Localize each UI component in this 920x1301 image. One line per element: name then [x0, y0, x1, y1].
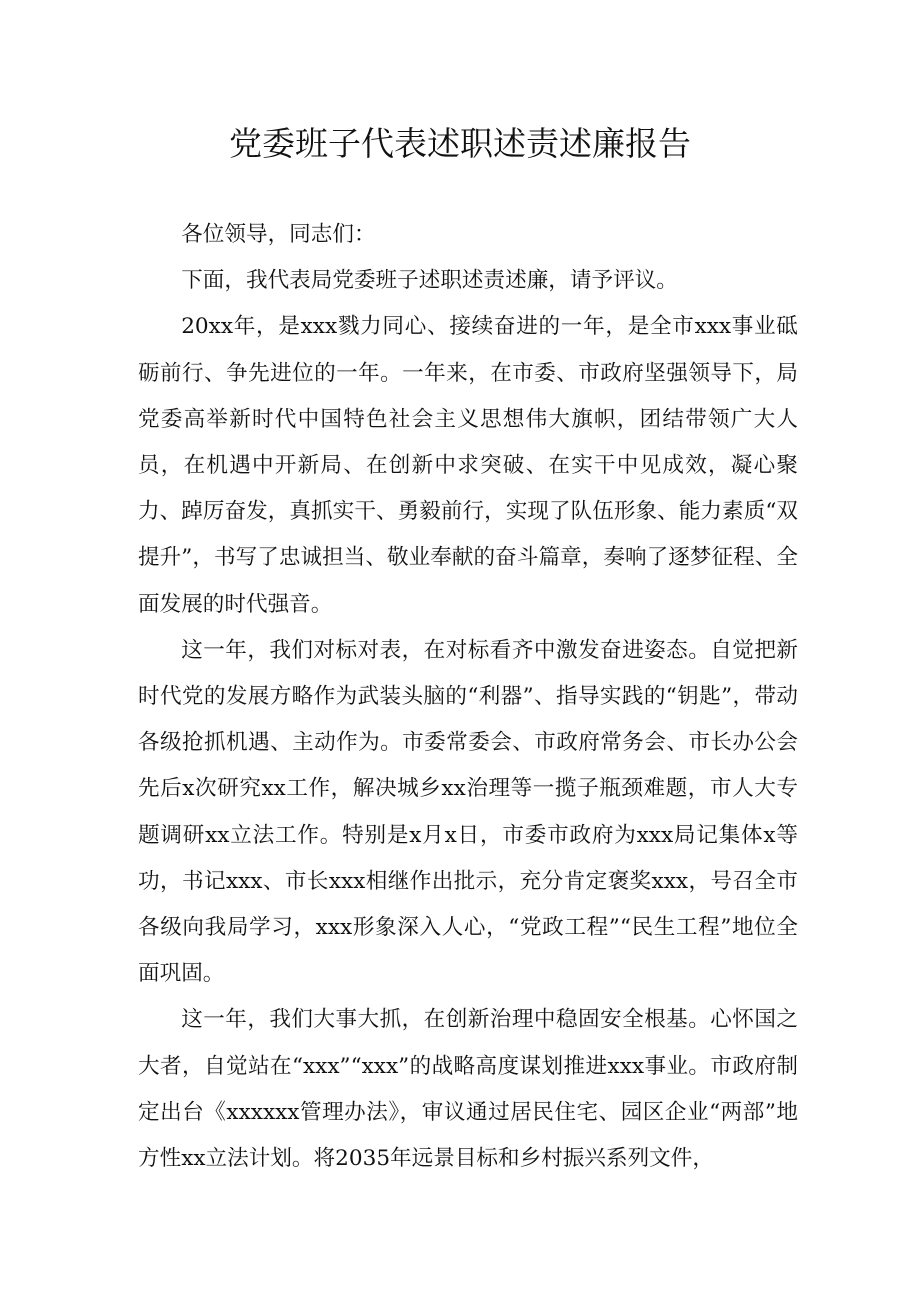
document-title: 党委班子代表述职述责述廉报告 — [229, 124, 691, 163]
document-body — [138, 212, 798, 1182]
overview-paragraph: 20xx年，是xxx戮力同心、接续奋进的一年，是全市xxx事业砥砺前行、争先进位的一年。一年来，在市委、市政府坚强领导下，局党委高举新时代中国特色社会主义思想伟大旗帜，团结带领广大人员，在机遇中开新局、在创新中求突破、在实干中见成效，凝心聚力、踔厉奋发，真抓实干、勇毅前行，实现了队伍形象、能力素质“双提升”，书写了忠诚担当、敬业奉献的奋斗篇章，奏响了逐梦征程、全面发展的时代强音。 — [138, 314, 798, 617]
salutation-paragraph: 各位领导，同志们： — [181, 222, 376, 247]
governance-paragraph: 这一年，我们大事大抓，在创新治理中稳固安全根基。心怀国之大者，自觉站在“xxx”“xxx”的战略高度谋划推进xxx事业。市政府制定出台《xxxxxx管理办法》，审议通过居民住宅、园区企业“两部”地方性xx立法计划。将2035年远景目标和乡村振兴系列文件， — [138, 1007, 798, 1172]
benchmark-paragraph: 这一年，我们对标对表，在对标看齐中激发奋进姿态。自觉把新时代党的发展方略作为武装头脑的“利器”、指导实践的“钥匙”，带动各级抢抓机遇、主动作为。市委常委会、市政府常务会、市长办公会先后x次研究xx工作，解决城乡xx治理等一揽子瓶颈难题，市人大专题调研xx立法工作。特别是x月x日，市委市政府为xxx局记集体x等功，书记xxx、市长xxx相继作出批示，充分肯定褒奖xxx，号召全市各级向我局学习，xxx形象深入人心，“党政工程”“民生工程”地位全面巩固。 — [138, 637, 798, 987]
intro-paragraph: 下面，我代表局党委班子述职述责述廉，请予评议。 — [181, 268, 678, 294]
